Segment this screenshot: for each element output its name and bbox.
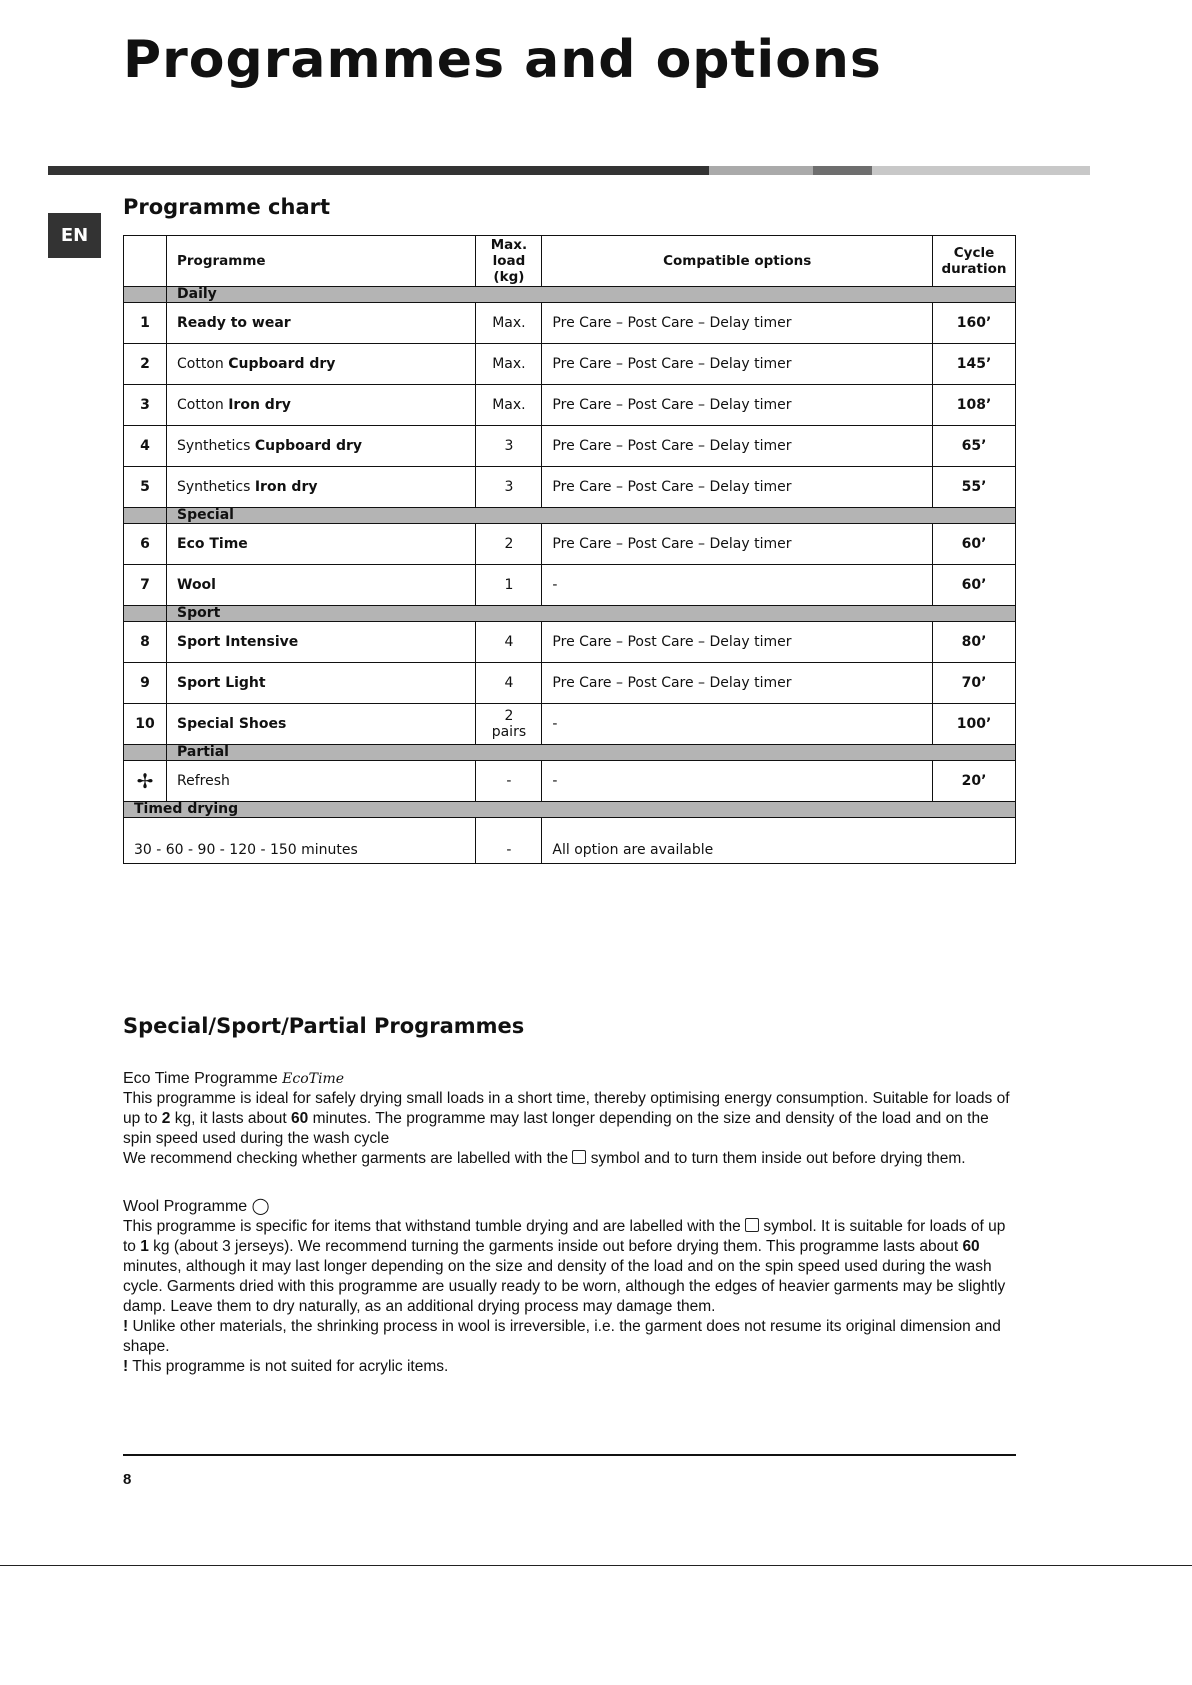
warning-icon: ! [123,1358,129,1375]
table-row [124,565,1016,606]
max-load: 2 pairs [476,704,542,745]
compatible-options: Pre Care – Post Care – Delay timer [542,303,933,344]
text: minutes, although it may last longer depending on the size and density of the load and on the spin speed used during the wash cycle. Garments dried with this programme are usually ready to be worn, although the edges of heavier garments may be slightly damp. Leave them to dry naturally, as an additional drying process may damage them. [123,1258,1006,1315]
programme-name [167,622,476,663]
programme-name-bold: Special Shoes [177,716,287,732]
warning-icon: ! [123,1318,129,1335]
header-bar-light [709,166,813,175]
programme-name-bold: Eco Time [177,536,248,552]
wool-warning-1 [123,1317,1013,1357]
max-load: 4 [476,622,542,663]
group-row [124,745,1016,761]
programme-name-bold: Cupboard dry [254,438,363,454]
group-label: Special [167,508,1016,524]
text: This programme is not suited for acrylic items. [132,1358,449,1375]
programme-name [167,565,476,606]
eco-time-recommendation [123,1149,1013,1169]
cycle-duration: 60’ [933,565,1016,606]
max-load: - [476,818,542,864]
text: symbol. It is suitable for loads of up to [123,1218,1006,1255]
text: This programme is ideal for safely drying small loads in a short time, thereby optimising energy consumption. Suitable for loads of up to [123,1090,1010,1127]
header-max-load: Max. load (kg) [476,236,542,287]
programme-name [167,663,476,704]
table-row [124,467,1016,508]
group-spacer [124,287,167,303]
compatible-options: Pre Care – Post Care – Delay timer [542,467,933,508]
table-row [124,303,1016,344]
compatible-options: All option are available [542,818,1016,864]
table-row [124,663,1016,704]
page-number: 8 [123,1471,132,1488]
programme-table [123,235,1016,864]
cycle-duration: 20’ [933,761,1016,802]
programme-name [167,344,476,385]
programme-number: 1 [124,303,167,344]
programme-name-bold: Iron dry [254,479,318,495]
tumble-dry-symbol-icon [745,1218,759,1232]
cycle-duration: 145’ [933,344,1016,385]
programme-number: 10 [124,704,167,745]
footer-divider [123,1454,1016,1456]
table-row [124,818,1016,864]
eco-title-text: Eco Time Programme [123,1070,278,1087]
table-header [124,236,1016,287]
text: Unlike other materials, the shrinking process in wool is irreversible, i.e. the garment does not resume its original dimension and shape. [123,1318,1001,1355]
eco-time-paragraph [123,1089,1013,1149]
eco-time-section [123,1069,1013,1169]
cycle-duration: 160’ [933,303,1016,344]
compatible-options: - [542,704,933,745]
max-load: 4 [476,663,542,704]
compatible-options: Pre Care – Post Care – Delay timer [542,524,933,565]
text: 60 [962,1238,980,1255]
compatible-options: Pre Care – Post Care – Delay timer [542,344,933,385]
text: We recommend checking whether garments are labelled with the [123,1150,573,1167]
programme-number: 4 [124,426,167,467]
table-row [124,344,1016,385]
cycle-duration: 80’ [933,622,1016,663]
compatible-options: Pre Care – Post Care – Delay timer [542,622,933,663]
text: 1 [140,1238,149,1255]
programme-name-bold: Sport Intensive [177,634,299,650]
text: kg, it lasts about [170,1110,292,1127]
cycle-duration: 108’ [933,385,1016,426]
group-row [124,287,1016,303]
cycle-duration: 55’ [933,467,1016,508]
text: kg (about 3 jerseys). We recommend turning the garments inside out before drying them. This programme lasts about [148,1238,963,1255]
header-options: Compatible options [542,236,933,287]
compatible-options: Pre Care – Post Care – Delay timer [542,385,933,426]
max-load: 3 [476,467,542,508]
cycle-duration: 60’ [933,524,1016,565]
fan-icon: ✢ [136,769,154,793]
group-label: Timed drying [124,802,1016,818]
header-duration: Cycle duration [933,236,1016,287]
programme-name-bold: Cupboard dry [228,356,336,372]
programme-chart-heading: Programme chart [123,195,331,219]
wool-paragraph [123,1217,1013,1317]
programme-number: 8 [124,622,167,663]
header-num [124,236,167,287]
programme-name [167,704,476,745]
text: symbol and to turn them inside out before drying them. [586,1150,966,1167]
cycle-duration: 65’ [933,426,1016,467]
compatible-options: - [542,565,933,606]
table-row [124,426,1016,467]
max-load: Max. [476,303,542,344]
text: minutes. The programme may last longer depending on the size and density of the load and on the spin speed used during the wash cycle [123,1110,989,1147]
table-row [124,524,1016,565]
max-load: Max. [476,385,542,426]
programme-name [167,467,476,508]
eco-time-title [123,1069,1013,1089]
programme-number: 2 [124,344,167,385]
language-tab: EN [48,213,101,258]
programme-number: 5 [124,467,167,508]
group-spacer [124,745,167,761]
wool-jersey-icon: ◯ [251,1198,270,1215]
programme-prefix: Cotton [177,397,229,413]
compatible-options: Pre Care – Post Care – Delay timer [542,663,933,704]
max-load: - [476,761,542,802]
programme-number: 7 [124,565,167,606]
header-bar-lighter [872,166,1090,175]
programme-prefix: Synthetics [177,479,255,495]
programme-name [167,761,476,802]
wool-title-text: Wool Programme [123,1198,248,1215]
programme-prefix: Refresh [177,773,230,789]
group-spacer [124,508,167,524]
header-programme: Programme [167,236,476,287]
text: This programme is specific for items that withstand tumble drying and are labelled with the [123,1218,746,1235]
programme-number [124,761,167,802]
programme-name-bold: Ready to wear [177,315,291,331]
page-title: Programmes and options [123,30,882,90]
group-label: Partial [167,745,1016,761]
programme-name-bold: Wool [177,577,216,593]
programme-prefix: Cotton [177,356,229,372]
table-row [124,704,1016,745]
group-row [124,508,1016,524]
programme-number: 9 [124,663,167,704]
eco-time-logo-icon: EcoTime [282,1071,345,1087]
cycle-duration: 70’ [933,663,1016,704]
text: 2 [161,1110,171,1127]
table-row [124,622,1016,663]
programme-prefix: Synthetics [177,438,255,454]
compatible-options: - [542,761,933,802]
group-spacer [124,606,167,622]
programme-name-bold: Iron dry [228,397,291,413]
header-bar-mid [813,166,872,175]
wool-warning-2 [123,1357,1013,1377]
max-load: 2 [476,524,542,565]
header-bar-dark [48,166,709,175]
compatible-options: Pre Care – Post Care – Delay timer [542,426,933,467]
programme-name [167,385,476,426]
programme-number: 6 [124,524,167,565]
text: 60 [291,1110,309,1127]
programme-name [167,524,476,565]
tumble-dry-symbol-icon [572,1150,586,1164]
group-row [124,606,1016,622]
wool-section [123,1197,1013,1377]
group-label: Daily [167,287,1016,303]
timed-drying-times: 30 - 60 - 90 - 120 - 150 minutes [124,818,476,864]
table-row [124,385,1016,426]
max-load: Max. [476,344,542,385]
cycle-duration: 100’ [933,704,1016,745]
programme-name-bold: Sport Light [177,675,266,691]
group-label: Sport [167,606,1016,622]
max-load: 1 [476,565,542,606]
group-row [124,802,1016,818]
wool-title [123,1197,1013,1217]
max-load: 3 [476,426,542,467]
page-edge-line [0,1565,1192,1566]
programme-name [167,426,476,467]
table-row [124,761,1016,802]
section-heading: Special/Sport/Partial Programmes [123,1014,525,1038]
programme-number: 3 [124,385,167,426]
programme-name [167,303,476,344]
